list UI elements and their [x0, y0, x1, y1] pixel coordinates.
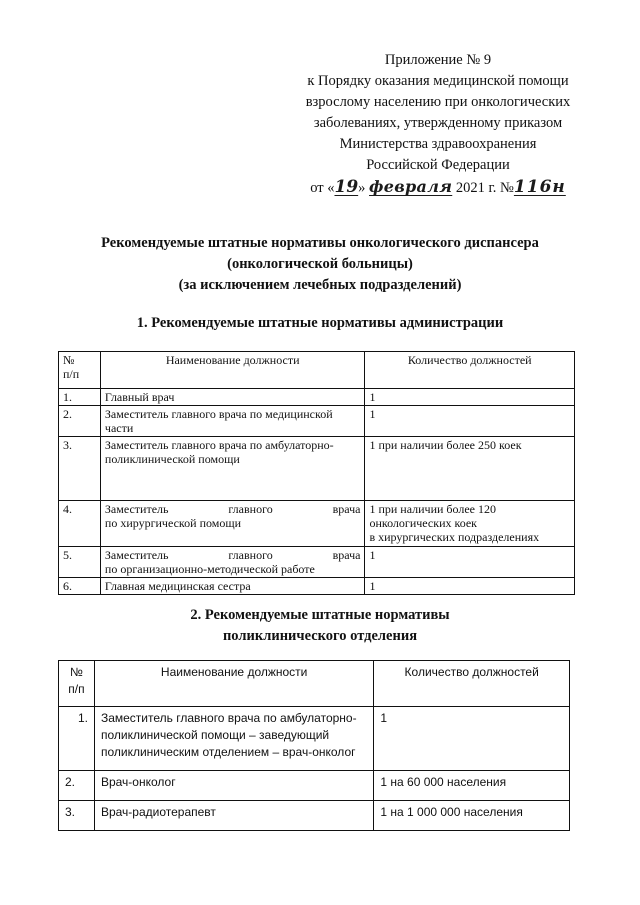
appendix-line: к Порядку оказания медицинской помощи	[307, 73, 569, 89]
row-num: 2.	[59, 771, 95, 801]
header-count: Количество должностей	[365, 352, 575, 389]
table-row	[59, 389, 575, 406]
row-position: Заместитель главного врача по амбулаторно-поликлинической помощи – заведующий поликлиническим отделением – врач-онколог	[94, 707, 373, 771]
table-row	[59, 501, 575, 547]
header-count: Количество должностей	[374, 661, 570, 707]
row-position: Врач-радиотерапевт	[94, 801, 373, 831]
row-num: 2.	[59, 406, 101, 437]
row-position: Врач-онколог	[94, 771, 373, 801]
row-num: 5.	[59, 547, 101, 578]
table-header-row	[59, 352, 575, 389]
row-position: Заместитель главного врача по хирургической помощи	[100, 501, 365, 547]
appendix-line: Министерства здравоохранения	[339, 136, 537, 152]
row-position: Главный врач	[100, 389, 365, 406]
header-position: Наименование должности	[94, 661, 373, 707]
table-row	[59, 437, 575, 501]
order-date-number	[282, 176, 594, 199]
row-num: 3.	[59, 437, 101, 501]
row-num: 1.	[59, 389, 101, 406]
table-row	[59, 547, 575, 578]
table-header-row	[59, 661, 570, 707]
polyclinic-table	[58, 660, 570, 831]
order-prefix: от «	[310, 180, 335, 196]
section1-heading: 1. Рекомендуемые штатные нормативы администрации	[136, 315, 504, 331]
order-mid: »	[358, 180, 370, 196]
appendix-line: Российской Федерации	[366, 157, 510, 173]
order-day-handwritten: 19	[334, 177, 359, 197]
table-row	[59, 578, 575, 595]
row-position: Заместитель главного врача по медицинской части	[100, 406, 365, 437]
title-line: (онкологической больницы)	[227, 256, 413, 272]
row-num: 6.	[59, 578, 101, 595]
order-number-handwritten: 116н	[513, 177, 566, 197]
order-month-handwritten: февраля	[369, 177, 453, 196]
header-num: № п/п	[59, 661, 95, 707]
row-num: 4.	[59, 501, 101, 547]
appendix-line: взрослому населению при онкологических	[305, 94, 571, 110]
row-count: 1 на 1 000 000 населения	[374, 801, 570, 831]
administration-table	[58, 351, 575, 595]
order-year: 2021 г. №	[452, 180, 514, 196]
table-row	[59, 707, 570, 771]
section2-heading: 2. Рекомендуемые штатные нормативы поликлинического отделения	[190, 607, 450, 644]
row-count: 1 на 60 000 населения	[374, 771, 570, 801]
row-position: Заместитель главного врача по амбулаторно-поликлинической помощи	[100, 437, 365, 501]
table-row	[59, 771, 570, 801]
row-count: 1 при наличии более 120 онкологических коек в хирургических подразделениях	[365, 501, 575, 547]
row-count: 1	[365, 389, 575, 406]
row-position: Главная медицинская сестра	[100, 578, 365, 595]
table-row	[59, 406, 575, 437]
appendix-line: Приложение № 9	[384, 52, 492, 68]
header-num: № п/п	[59, 352, 101, 389]
row-position: Заместитель главного врача по организационно-методической работе	[100, 547, 365, 578]
appendix-block	[282, 50, 594, 199]
title-line: (за исключением лечебных подразделений)	[178, 277, 462, 293]
title-line: Рекомендуемые штатные нормативы онкологического диспансера	[101, 235, 539, 251]
appendix-line: заболеваниях, утвержденному приказом	[313, 115, 563, 131]
header-position: Наименование должности	[100, 352, 365, 389]
row-num: 3.	[59, 801, 95, 831]
row-count: 1	[365, 547, 575, 578]
row-count: 1	[365, 406, 575, 437]
document-title	[40, 233, 600, 296]
row-num: 1.	[59, 707, 95, 771]
table-row	[59, 801, 570, 831]
row-count: 1	[374, 707, 570, 771]
row-count: 1 при наличии более 250 коек	[365, 437, 575, 501]
row-count: 1	[365, 578, 575, 595]
